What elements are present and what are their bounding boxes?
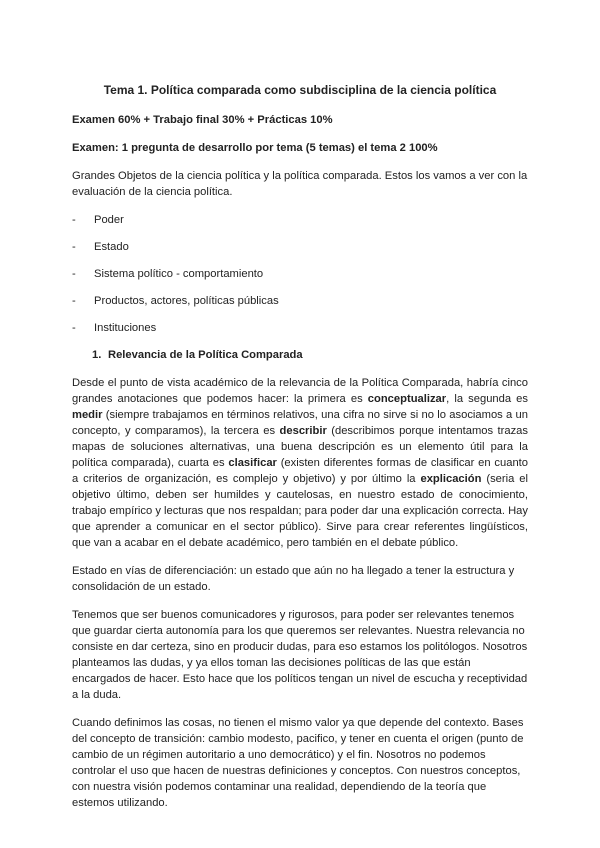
text-run: Desde el punto de vista académico de la relevancia de la Política Comparada, habría cinco grandes anotaciones que podemos hacer: la primera es <box>72 377 528 405</box>
list-item <box>72 239 528 255</box>
section-number: 1. <box>92 349 102 361</box>
list-item-text: Poder <box>94 214 124 226</box>
text-run: (describimos porque intentamos trazas mapas de soluciones alternativas, una buena descripción es un elemento útil para la política comparada), cuarta es <box>72 425 528 469</box>
text-run: (existen diferentes formas de clasificar en cuanto a criterios de organización, es complejo y objetivo) y por último la <box>72 457 528 485</box>
list-item <box>72 293 528 309</box>
relevance-paragraph <box>72 375 528 551</box>
list-item <box>72 212 528 228</box>
term-medir: medir <box>72 409 103 421</box>
dash-bullet: - <box>72 268 76 280</box>
list-item-text: Productos, actores, políticas públicas <box>94 295 279 307</box>
evaluation-line: Examen 60% + Trabajo final 30% + Prácticas 10% <box>72 114 333 126</box>
state-paragraph: Estado en vías de diferenciación: un estado que aún no ha llegado a tener la estructura y consolidación de un estado. <box>72 565 515 593</box>
term-explicacion: explicación <box>420 473 482 485</box>
intro-paragraph: Grandes Objetos de la ciencia política y la política comparada. Estos los vamos a ver con la evaluación de la ciencia política. <box>72 170 528 198</box>
definitions-paragraph: Cuando definimos las cosas, no tienen el mismo valor ya que depende del contexto. Bases del concepto de transición: cambio modesto, pacifico, y tener en cuenta el origen (punto de cambio de un régimen autoritario a uno democrático) y el fin. Nosotros no podemos controlar el uso que hacen de nuestras definiciones y conceptos. Con nuestros conceptos, con nuestra visión podemos contaminar una realidad, dependiendo de la teoría que estemos utilizando. <box>72 717 524 809</box>
dash-bullet: - <box>72 214 76 226</box>
text-run: (siempre trabajamos en términos relativos, una cifra no sirve si no lo asociamos a un concepto, y comparamos), la tercera es <box>72 409 528 437</box>
dash-bullet: - <box>72 241 76 253</box>
text-run: (seria el objetivo último, deben ser humildes y cautelosas, en nuestro estado de conocimiento, trabajo empírico y lecturas que nos respaldan; para poder dar una explicación correcta. Hay que aprender a comunicar en el sector público). Sirve para crear referentes lingüísticos, que van a acabar en el debate académico, pero también en el debate público. <box>72 473 528 549</box>
communication-paragraph: Tenemos que ser buenos comunicadores y rigurosos, para poder ser relevantes tenemos que guardar cierta autonomía para los que queremos ser relevantes. Nuestra relevancia no consiste en dar certeza, sino en producir dudas, para eso estamos los politólogos. Nosotros planteamos las dudas, y ya ellos toman las decisiones políticas de las que están encargados de hacer. Esto hace que los políticos tengan un nivel de escucha y receptividad a la duda. <box>72 609 528 701</box>
dash-bullet: - <box>72 322 76 334</box>
list-item-text: Estado <box>94 241 129 253</box>
exam-line: Examen: 1 pregunta de desarrollo por tema (5 temas) el tema 2 100% <box>72 142 438 154</box>
term-conceptualizar: conceptualizar <box>367 393 447 405</box>
list-item-text: Instituciones <box>94 322 157 334</box>
document-title: Tema 1. Política comparada como subdisciplina de la ciencia política <box>103 83 497 97</box>
objects-list <box>72 212 528 336</box>
section-heading <box>92 347 528 363</box>
term-clasificar: clasificar <box>228 457 277 469</box>
list-item <box>72 320 528 336</box>
dash-bullet: - <box>72 295 76 307</box>
term-describir: describir <box>279 425 327 437</box>
text-run: , la segunda es <box>446 393 528 405</box>
list-item <box>72 266 528 282</box>
list-item-text: Sistema político - comportamiento <box>94 268 264 280</box>
section-title: Relevancia de la Política Comparada <box>108 349 303 361</box>
